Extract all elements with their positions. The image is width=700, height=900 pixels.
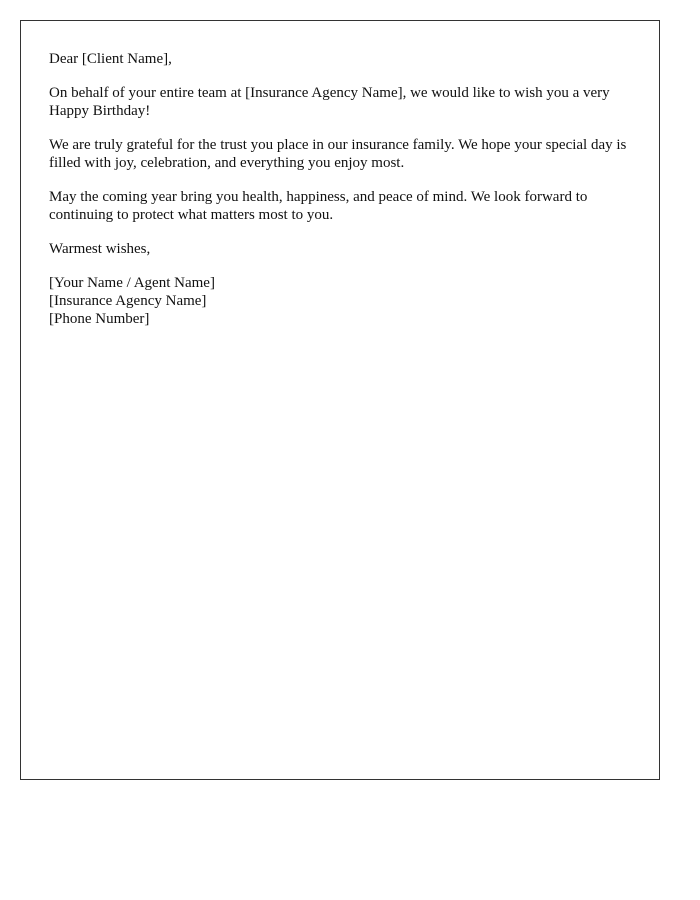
letter-document [20, 20, 660, 780]
paragraph-gratitude: We are truly grateful for the trust you place in our insurance family. We hope your special day is filled with joy, celebration, and everything you enjoy most. [49, 137, 627, 171]
signature-block [49, 274, 631, 328]
salutation: Dear [Client Name], [49, 51, 172, 67]
closing: Warmest wishes, [49, 241, 151, 257]
paragraph-birthday-wish: On behalf of your entire team at [Insurance Agency Name], we would like to wish you a very Happy Birthday! [49, 85, 610, 119]
paragraph-coming-year: May the coming year bring you health, happiness, and peace of mind. We look forward to continuing to protect what matters most to you. [49, 189, 588, 223]
signature-agency-name: [Insurance Agency Name] [49, 293, 207, 309]
signature-agent-name: [Your Name / Agent Name] [49, 275, 215, 291]
signature-phone: [Phone Number] [49, 311, 150, 327]
